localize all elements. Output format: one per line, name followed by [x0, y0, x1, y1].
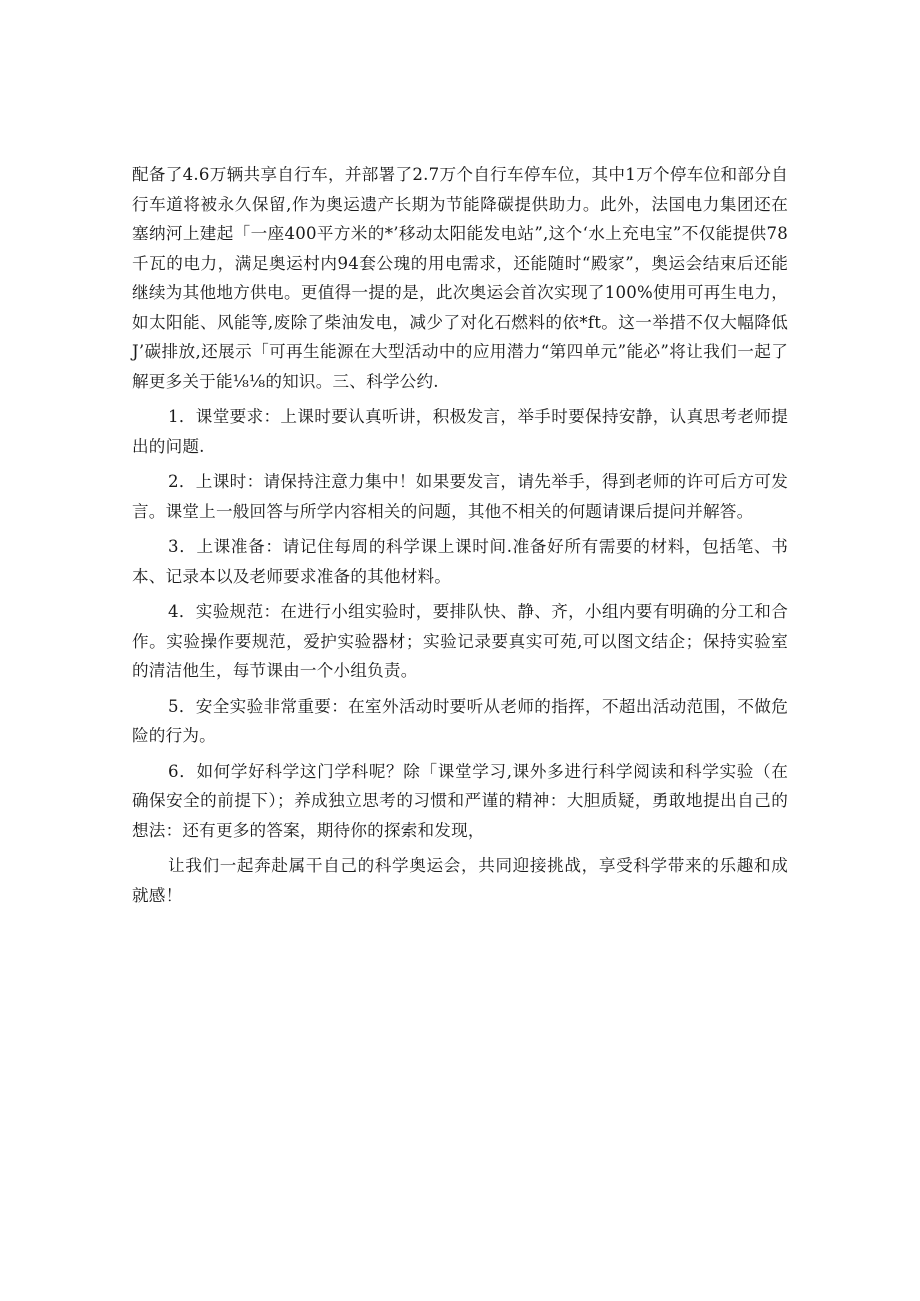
paragraph-rule-experiment: 4．实验规范：在进行小组实验时，要排队快、静、齐，小组内要有明确的分工和合作。实验操作要规范，爱护实验器材；实验记录要真实可苑,可以图文结企；保持实验室的清洁他生，每节课由一个小组负责。 — [132, 602, 788, 680]
paragraph-rule-classroom: 1．课堂要求：上课时要认真听讲，积极发言，举手时要保持安静，认真思考老师提出的问题. — [132, 407, 788, 456]
document-page — [132, 160, 788, 916]
paragraph-rule-preparation: 3．上课准备：请记住每周的科学课上课时间.准备好所有需要的材料，包括笔、书本、记录本以及老师要求准备的其他材料。 — [132, 537, 788, 586]
paragraph-rule-learning: 6．如何学好科学这门学科呢？除「课堂学习,课外多进行科学阅读和科学实验（在确保安全的前提下）；养成独立思考的习惯和严谨的精神：大胆质疑，勇敢地提出自己的想法：还有更多的答案，期待你的探索和发现， — [132, 761, 788, 840]
paragraph-rule-safety: 5．安全实验非常重要：在室外活动时要听从老师的指挥，不超出活动范围，不做危险的行为。 — [132, 696, 788, 745]
paragraph-rule-in-class: 2．上课时：请保持注意力集中！如果要发言，请先举手，得到老师的许可后方可发言。课堂上一般回答与所学内容相关的问题，其他不相关的何题请课后提问并解答。 — [132, 472, 788, 521]
paragraph-olympics-energy: 配备了4.6万辆共享自行车，并部署了2.7万个自行车停车位，其中1万个停车位和部分自行车道将被永久保留,作为奥运遗产长期为节能降碳提供助力。此外，法国电力集团还在塞纳河上建起「一座400平方米的*’移动太阳能发电站”,这个‘水上充电宝”不仅能提供78千瓦的电力，满足奥运村内94套公瑰的用电需求，还能随时“殿家”，奥运会结束后还能继续为其他地方供电。更值得一提的是，此次奥运会首次实现了100%使用可再生电力，如太阳能、风能等,废除了柴油发电，减少了对化石燃料的依*ft。这一举措不仅大幅降低J’碳排放,还展示「可再生能源在大型活动中的应用潜力“第四单元”能必”将让我们一起了解更多关于能⅛⅛的知识。三、科学公约. — [132, 165, 788, 391]
paragraph-closing: 让我们一起奔赴属干自己的科学奥运会，共同迎接挑战，享受科学带来的乐趣和成就感！ — [132, 856, 788, 905]
